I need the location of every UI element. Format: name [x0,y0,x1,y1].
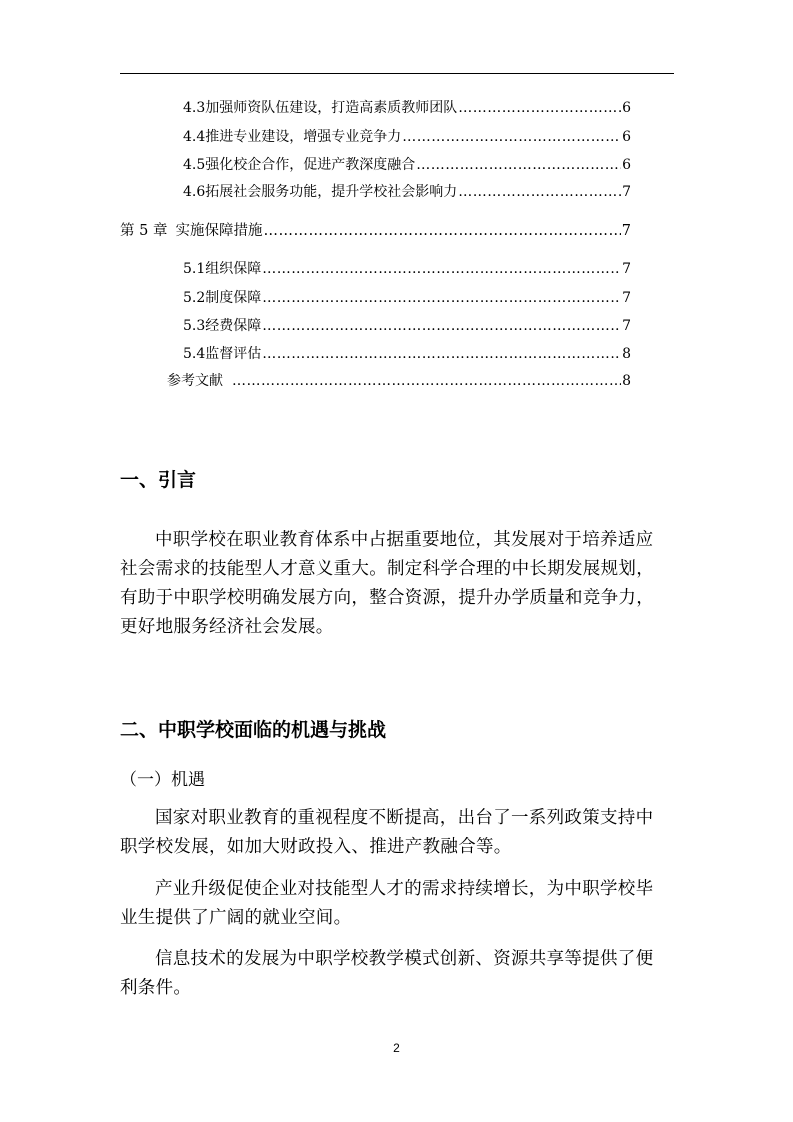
toc-entry-number: 4.3 [183,100,206,116]
toc-entry-5-4[interactable] [183,343,631,363]
toc-leader-dots [416,157,621,173]
toc-entry-number: 4.4 [183,129,206,145]
toc-leader-dots [262,290,621,306]
toc-entry-number: 5.1 [183,261,206,277]
toc-entry-4-4[interactable] [183,126,631,146]
toc-chapter-5[interactable] [120,219,631,240]
toc-entry-4-5[interactable] [183,154,631,174]
toc-entry-number: 4.5 [183,157,206,173]
introduction-paragraph: 中职学校在职业教育体系中占据重要地位，其发展对于培养适应社会需求的技能型人才意义重大。制定科学合理的中长期发展规划，有助于中职学校明确发展方向，整合资源，提升办学质量和竞争力，更好地服务经济社会发展。 [120,530,654,637]
page-number: 2 [393,1041,400,1055]
section-heading-opportunities-challenges: 二、中职学校面临的机遇与挑战 [120,719,387,741]
toc-leader-dots [262,318,621,334]
toc-entry-page: 7 [622,318,631,334]
toc-entry-title: 拓展社会服务功能，提升学校社会影响力 [205,184,458,200]
toc-references[interactable] [167,370,631,390]
toc-entry-5-1[interactable] [183,258,631,278]
toc-entry-page: 6 [622,157,631,173]
toc-entry-number: 5.4 [183,346,206,362]
toc-entry-title: 强化校企合作，促进产教深度融合 [205,157,416,173]
toc-entry-5-3[interactable] [183,315,631,335]
toc-entry-page: 7 [622,184,631,200]
toc-entry-number: 5.3 [183,318,206,334]
toc-entry-page: 7 [621,223,631,239]
header-rule [120,73,674,74]
toc-entry-page: 8 [622,346,631,362]
toc-chapter-title: 实施保障措施 [175,223,263,239]
toc-entry-title: 加强师资队伍建设，打造高素质教师团队 [205,100,458,116]
toc-entry-title: 制度保障 [205,290,262,306]
toc-leader-dots [458,100,621,116]
opportunity-paragraph-3: 信息技术的发展为中职学校教学模式创新、资源共享等提供了便利条件。 [120,949,654,998]
toc-entry-title: 经费保障 [205,318,262,334]
toc-entry-number: 5.2 [183,290,206,306]
toc-entry-title: 监督评估 [205,346,262,362]
subsection-heading-opportunities: （一）机遇 [120,770,205,790]
toc-entry-5-2[interactable] [183,287,631,307]
toc-entry-title: 推进专业建设，增强专业竞争力 [205,129,402,145]
toc-entry-page: 7 [622,290,631,306]
toc-chapter-label: 第 5 章 [120,223,168,239]
toc-leader-dots [262,261,621,277]
toc-references-title: 参考文献 [167,373,223,389]
toc-entry-title: 组织保障 [205,261,262,277]
toc-entry-page: 8 [622,373,631,389]
toc-entry-page: 6 [622,100,631,116]
toc-entry-page: 6 [622,129,631,145]
opportunity-paragraph-2: 产业升级促使企业对技能型人才的需求持续增长，为中职学校毕业生提供了广阔的就业空间。 [120,879,654,928]
toc-entry-page: 7 [622,261,631,277]
section-heading-introduction: 一、引言 [120,469,197,491]
toc-leader-dots [263,223,620,239]
toc-entry-4-3[interactable] [183,97,631,117]
toc-entry-4-6[interactable] [183,181,631,201]
toc-leader-dots [232,373,621,389]
toc-entry-number: 4.6 [183,184,206,200]
opportunity-paragraph-1: 国家对职业教育的重视程度不断提高，出台了一系列政策支持中职学校发展，如加大财政投入、推进产教融合等。 [120,808,654,857]
toc-leader-dots [262,346,621,362]
toc-leader-dots [458,184,621,200]
toc-leader-dots [402,129,621,145]
